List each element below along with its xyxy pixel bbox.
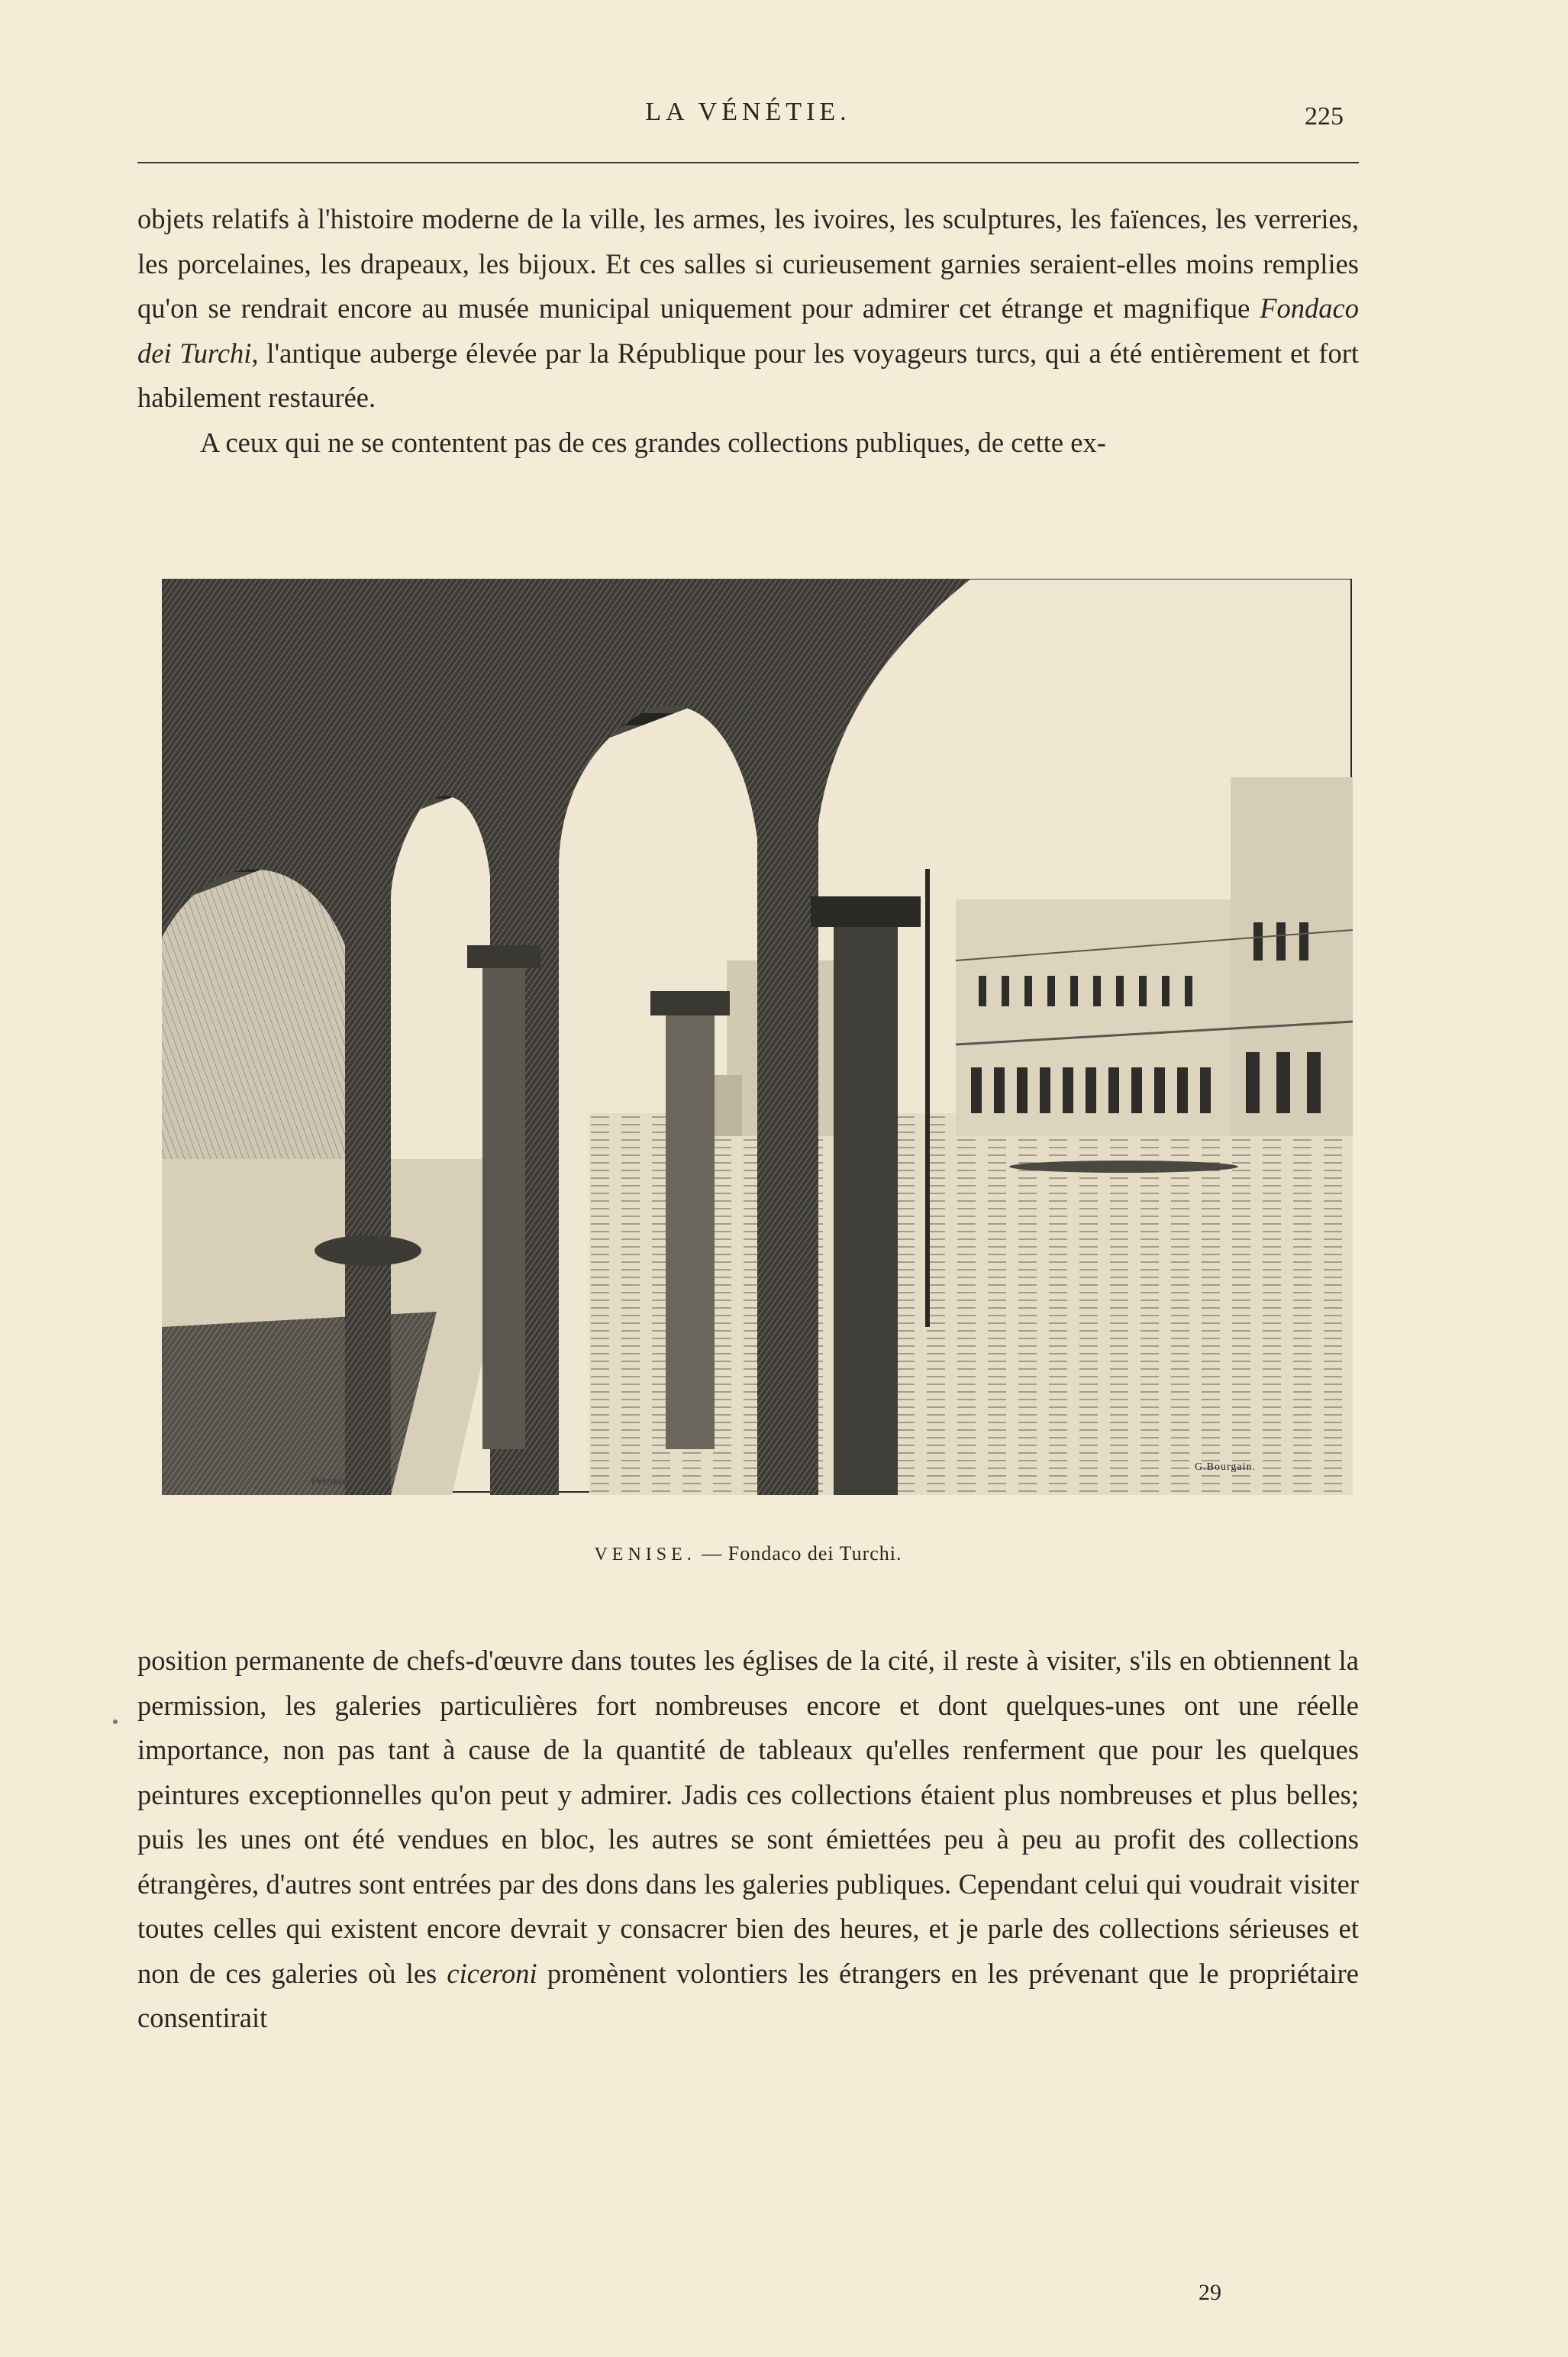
caption-separator: — bbox=[695, 1542, 728, 1564]
italic-fondaco: Fondaco dei Turchi, bbox=[137, 292, 1359, 369]
artist-signature-right: G.Bourgain. bbox=[1195, 1461, 1256, 1473]
text-block-bottom bbox=[137, 1639, 1359, 2041]
italic-ciceroni: ciceroni bbox=[447, 1957, 537, 1989]
running-head: LA VÉNÉTIE. bbox=[645, 98, 851, 126]
margin-mark bbox=[113, 1719, 118, 1724]
figure-caption bbox=[137, 1542, 1359, 1565]
signature-mark: 29 bbox=[1199, 2280, 1221, 2305]
artist-signature-left: Pérroux bbox=[311, 1476, 347, 1487]
caption-title: Fondaco dei Turchi. bbox=[728, 1542, 902, 1564]
page-number: 225 bbox=[1305, 102, 1344, 131]
header-rule bbox=[137, 162, 1359, 163]
paragraph-2: A ceux qui ne se contentent pas de ces grandes collections publiques, de cette ex- bbox=[200, 426, 1106, 458]
engraving-illustration bbox=[162, 579, 1353, 1495]
caption-place: VENISE. bbox=[594, 1545, 696, 1564]
page-header bbox=[137, 92, 1359, 137]
text-block-top bbox=[137, 197, 1359, 465]
paragraph-3: position permanente de chefs-d'œuvre dans toutes les églises de la cité, il reste à visiter, s'ils en obtiennent la permission, les galeries particulières fort nombreuses encore et dont quelques-unes ont une réelle importance, non pas tant à cause de la quantité de tableaux qu'elles renferment que pour les quelques peintures exceptionnelles qu'on peut y admirer. Jadis ces collections étaient plus nombreuses et plus belles; puis les unes ont été vendues en bloc, les autres se sont émiettées peu à peu au profit des collections étrangères, d'autres sont entrées par des dons dans les galeries publiques. Cependant celui qui voudrait visiter toutes celles qui existent encore devrait y consacrer bien des heures, et je parle des collections sérieuses et non de ces galeries où les ciceroni promènent volontiers les étrangers en les prévenant que le propriétaire consentirait bbox=[137, 1645, 1359, 2033]
paragraph-1: objets relatifs à l'histoire moderne de la ville, les armes, les ivoires, les sculptures, les faïences, les verreries, les porcelaines, les drapeaux, les bijoux. Et ces salles si curieusement garnies seraient-elles moins remplies qu'on se rendrait encore au musée municipal uniquement pour admirer cet étrange et magnifique Fondaco dei Turchi, l'antique auberge élevée par la République pour les voyageurs turcs, qui a été entièrement et fort habilement restaurée. bbox=[137, 203, 1359, 413]
